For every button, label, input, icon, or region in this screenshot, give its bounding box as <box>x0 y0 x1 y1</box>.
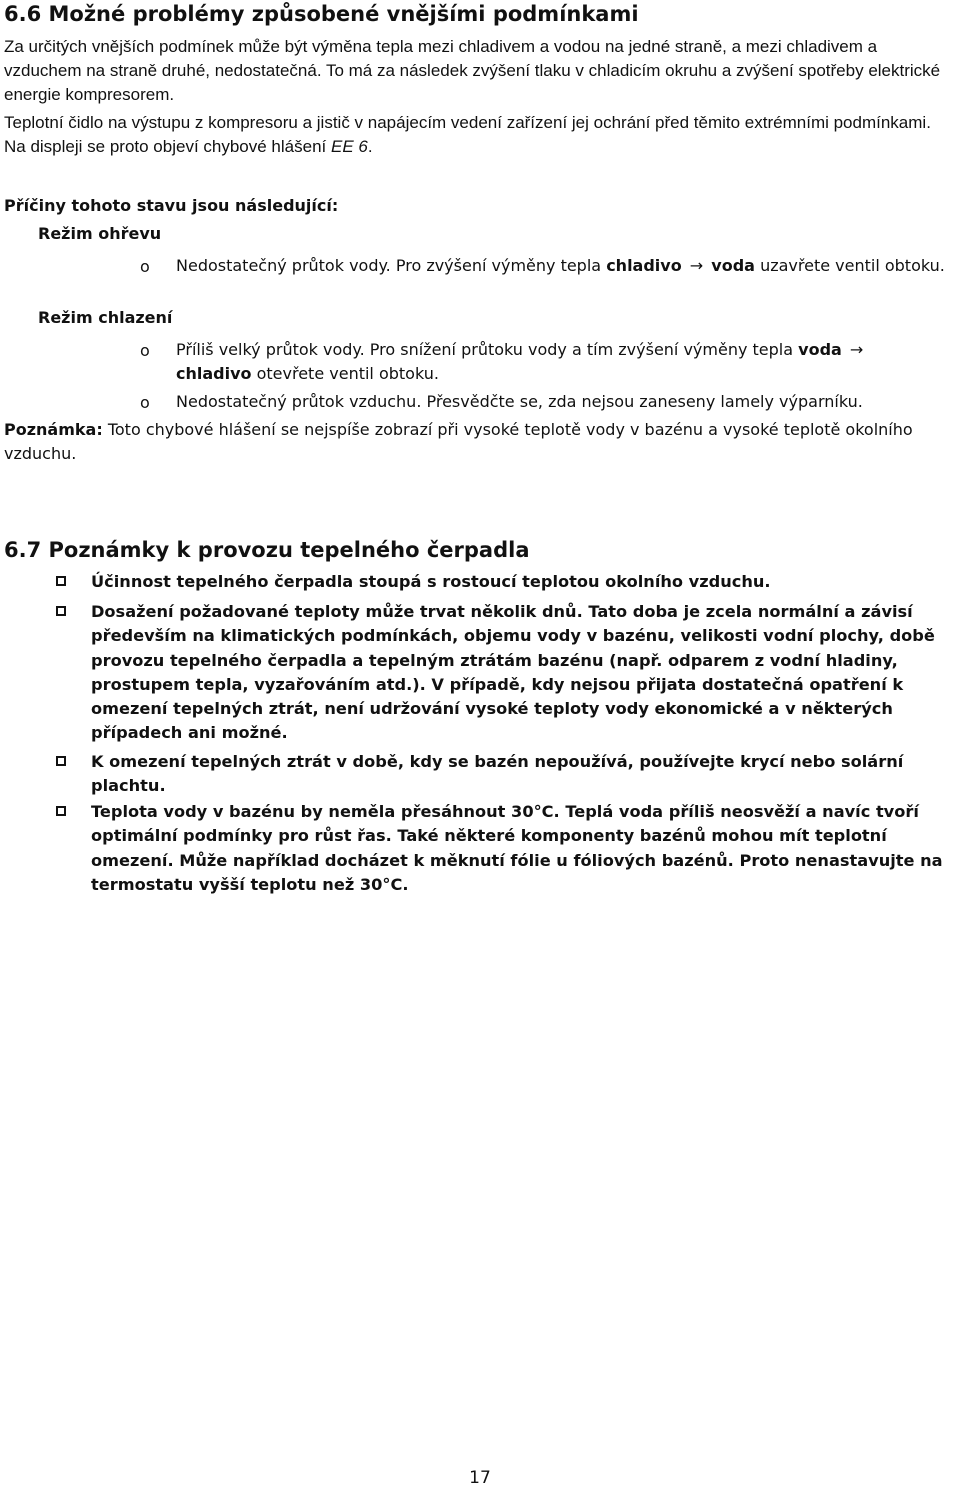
bullet-item-4: Teplota vody v bazénu by neměla přesáhnout 30°C. Teplá voda příliš neosvěží a navíc tvoří optimální podmínky pro růst řas. Také některé komponenty bazénů mohou mít teplotní omezení. Může například docházet k měknutí fólie u fóliových bazénů. Proto nenastavujte na termostatu vyšší teplotu než 30°C. <box>91 802 943 894</box>
section-6-6-title: 6.6 Možné problémy způsobené vnějšími podmínkami <box>4 2 639 26</box>
checkbox-bullet-icon <box>56 606 66 616</box>
section-6-7-title: 6.7 Poznámky k provozu tepelného čerpadla <box>4 538 530 562</box>
arrow-right-icon: → <box>689 256 704 275</box>
heating-item-text: Nedostatečný průtok vody. Pro zvýšení výměny tepla <box>176 256 602 275</box>
cooling-bullet-2: o <box>140 393 150 412</box>
checkbox-bullet-icon <box>56 756 66 766</box>
mode-cooling-label: Režim chlazení <box>38 308 173 327</box>
bullet-item-1: Účinnost tepelného čerpadla stoupá s rostoucí teplotou okolního vzduchu. <box>91 572 771 591</box>
page-number: 17 <box>469 1468 491 1488</box>
cooling-item-1 <box>176 338 946 386</box>
bullet-item-3: K omezení tepelných ztrát v době, kdy se bazén nepoužívá, používejte krycí nebo solární plachtu. <box>91 752 904 796</box>
note-text: Toto chybové hlášení se nejspíše zobrazí při vysoké teplotě vody v bazénu a vysoké teplotě okolního vzduchu. <box>4 420 913 463</box>
sensor-paragraph: Teplotní čidlo na výstupu z kompresoru a jistič v napájecím vedení zařízení jej ochrání před těmito extrémními podmínkami. Na displeji se proto objeví chybové hlášení EE 6. <box>4 113 931 156</box>
cooling-item-1-water: voda <box>798 340 842 359</box>
heating-item <box>176 254 946 278</box>
cooling-item-1-refrigerant: chladivo <box>176 364 252 383</box>
heating-item-water: voda <box>711 256 755 275</box>
checkbox-bullet-icon <box>56 576 66 586</box>
checkbox-bullet-icon <box>56 806 66 816</box>
cooling-item-1-action: otevřete ventil obtoku. <box>256 364 439 383</box>
note-paragraph <box>4 418 950 466</box>
causes-heading: Příčiny tohoto stavu jsou následující: <box>4 196 339 215</box>
heating-item-refrigerant: chladivo <box>606 256 682 275</box>
error-code: EE 6 <box>330 137 368 156</box>
heating-item-action: uzavřete ventil obtoku. <box>760 256 945 275</box>
sensor-text: Teplotní čidlo na výstupu z kompresoru a jistič v napájecím vedení zařízení jej ochrání před těmito extrémními podmínkami. <box>4 113 931 132</box>
display-text: Na displeji se proto objeví chybové hlášení <box>4 137 327 156</box>
heating-bullet: o <box>140 257 150 276</box>
cooling-item-2: Nedostatečný průtok vzduchu. Přesvědčte se, zda nejsou zaneseny lamely výparníku. <box>176 392 863 411</box>
intro-paragraph: Za určitých vnějších podmínek může být výměna tepla mezi chladivem a vodou na jedné straně, a mezi chladivem a vzduchem na straně druhé, nedostatečná. To má za následek zvýšení tlaku v chladicím okruhu a zvýšení spotřeby elektrické energie kompresorem. <box>4 37 941 104</box>
mode-heating-label: Režim ohřevu <box>38 224 162 243</box>
arrow-right-icon: → <box>849 340 864 359</box>
cooling-item-1-text: Příliš velký průtok vody. Pro snížení průtoku vody a tím zvýšení výměny tepla <box>176 340 794 359</box>
note-label: Poznámka: <box>4 420 103 439</box>
bullet-item-2: Dosažení požadované teploty může trvat několik dnů. Tato doba je zcela normální a závisí především na klimatických podmínkách, objemu vody v bazénu, velikosti vodní plochy, době provozu tepelného čerpadla a tepelným ztrátám bazénu (např. odparem z vodní hladiny, prostupem tepla, vyzařováním atd.). V případě, kdy nejsou přijata dostatečná opatření k omezení tepelných ztrát, není udržování vysoké teploty vody ekonomické a v některých případech ani možné. <box>91 602 935 743</box>
cooling-bullet-1: o <box>140 341 150 360</box>
